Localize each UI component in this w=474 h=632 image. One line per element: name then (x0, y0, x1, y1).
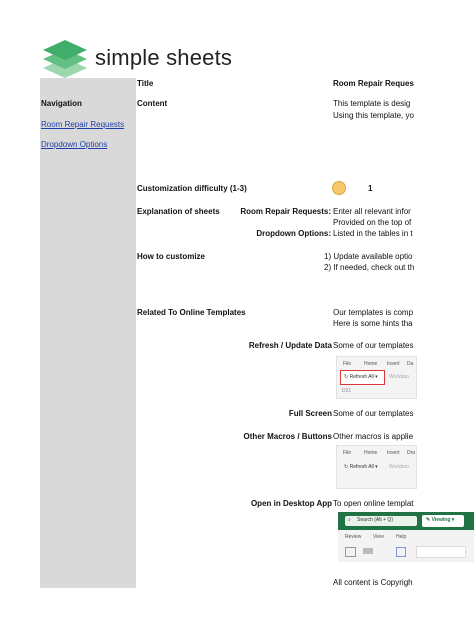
refresh-icon: ↻ (344, 374, 350, 380)
macros-screenshot (336, 445, 417, 489)
menu-home: Home (364, 361, 378, 367)
content-line-1: This template is desig (333, 99, 411, 108)
navigation-heading: Navigation (41, 99, 82, 108)
desktop-app-screenshot (338, 512, 474, 562)
menu-data: Da (407, 361, 414, 367)
difficulty-indicator-icon (332, 181, 346, 195)
refresh-label: Refresh / Update Data (248, 341, 332, 350)
macros-label: Other Macros / Buttons (243, 432, 332, 441)
menu-draw: Dra (407, 450, 416, 456)
workbook-button: Workboo (389, 464, 409, 470)
menu-help: Help (396, 534, 407, 540)
sheet-name-room-repair: Room Repair Requests: (240, 207, 331, 216)
cell-reference: D21 (342, 388, 352, 394)
menu-insert: Insert (387, 450, 400, 456)
fullscreen-label: Full Screen (288, 409, 332, 418)
title-label: Title (137, 79, 154, 88)
related-line-2: Here is some hints tha (333, 319, 413, 328)
difficulty-value: 1 (368, 184, 373, 193)
title-value: Room Repair Reques (333, 79, 414, 88)
sheet1-desc-line-1: Enter all relevant infor (333, 207, 411, 216)
menu-view: View (373, 534, 384, 540)
fullscreen-text: Some of our templates (333, 409, 414, 418)
explanation-label: Explanation of sheets (137, 207, 220, 216)
viewing-button (422, 515, 464, 527)
align-icon (345, 547, 356, 557)
refresh-text: Some of our templates (333, 341, 414, 350)
sheet-name-dropdown: Dropdown Options: (256, 229, 331, 238)
table-icon (396, 547, 406, 557)
copyright-text: All content is Copyrigh (333, 578, 413, 587)
viewing-label: ✎ Viewing ▾ (426, 517, 455, 523)
refresh-icon: ↻ (344, 464, 350, 470)
refresh-all-button: ↻ Refresh All ▾ (344, 374, 378, 380)
content-label: Content (137, 99, 168, 108)
howto-step-1: 1) Update available optio (324, 252, 413, 261)
related-label: Related To Online Templates (137, 308, 246, 317)
desktop-label: Open in Desktop App (250, 499, 332, 508)
howto-label: How to customize (137, 252, 206, 261)
nav-link-dropdown-options[interactable]: Dropdown Options (41, 140, 108, 149)
refresh-screenshot (336, 356, 417, 399)
howto-step-2: 2) If needed, check out th (324, 263, 415, 272)
workbook-button: Workboo (389, 374, 409, 380)
menu-file: File (343, 361, 352, 367)
format-icon (363, 548, 373, 554)
desktop-text: To open online templat (333, 499, 414, 508)
logo-layers-icon (40, 38, 90, 78)
navigation-sidebar (40, 78, 136, 588)
sheet1-desc-line-2: Provided on the top of (333, 218, 412, 227)
search-box (345, 516, 417, 526)
difficulty-label: Customization difficulty (1-3) (137, 184, 247, 193)
related-line-1: Our templates is comp (333, 308, 414, 317)
font-select (416, 546, 466, 558)
nav-link-room-repair-requests[interactable]: Room Repair Requests (41, 120, 125, 129)
sheet2-desc-line: Listed in the tables in t (333, 229, 413, 238)
menu-home: Home (364, 450, 378, 456)
menu-insert: Insert (387, 361, 400, 367)
search-icon: ⌕ (348, 517, 351, 523)
content-line-2: Using this template, yo (333, 111, 414, 120)
menu-review: Review (345, 534, 362, 540)
macros-text: Other macros is applie (333, 432, 414, 441)
search-placeholder: Search (Alt + Q) (357, 517, 393, 523)
refresh-all-button: ↻ Refresh All ▾ (344, 464, 378, 470)
brand-name: simple sheets (95, 45, 233, 70)
menu-file: File (343, 450, 352, 456)
